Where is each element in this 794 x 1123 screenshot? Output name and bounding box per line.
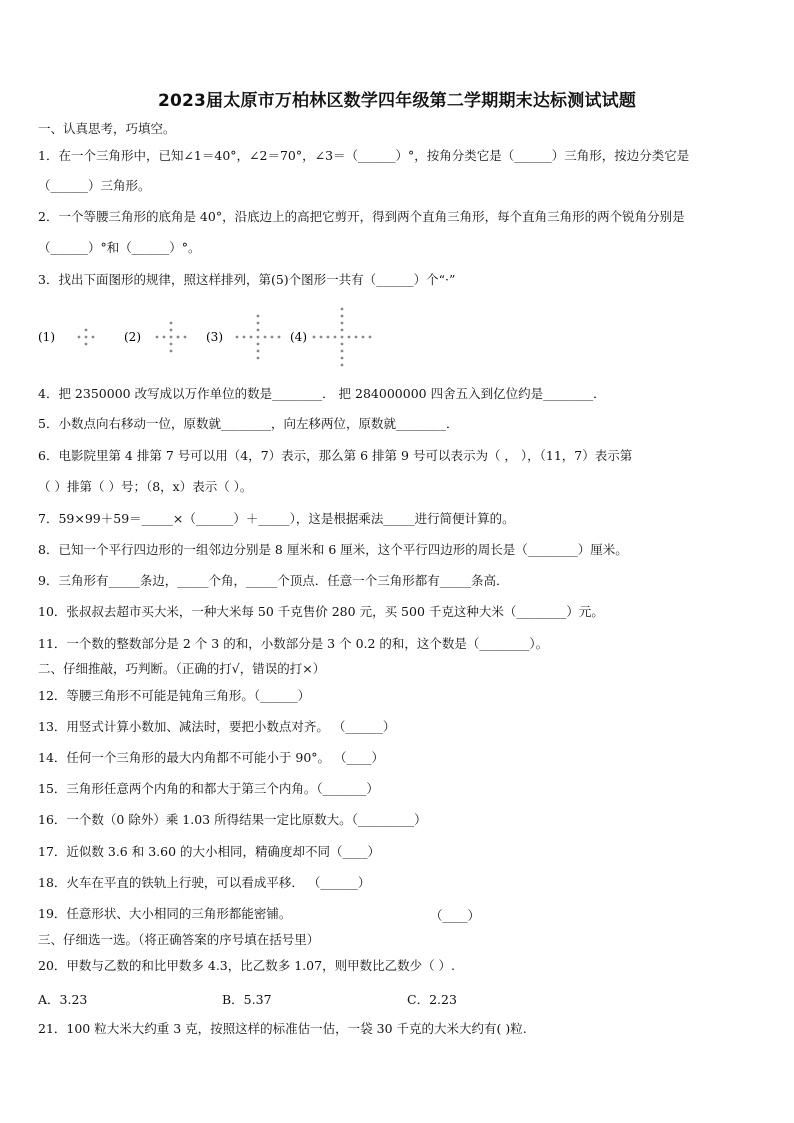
figure-1-dot <box>85 336 88 339</box>
figure-1-dot <box>85 343 88 346</box>
figure-3-dot <box>250 336 253 339</box>
question-16: 16．一个数（0 除外）乘 1.03 所得结果一定比原数大。（_________） <box>38 812 427 827</box>
figure-4-dot <box>334 336 337 339</box>
question-10: 10．张叔叔去超市买大米，一种大米每 50 千克售价 280 元，买 500 千克这种大米（________）元。 <box>38 604 604 619</box>
question-20-option-a: A．3.23 <box>38 992 88 1007</box>
figure-4-dot <box>320 336 323 339</box>
figure-3-dot <box>278 336 281 339</box>
question-20-option-b: B．5.37 <box>222 992 272 1007</box>
section-heading-2: 二、仔细推敲，巧判断。（正确的打√，错误的打×） <box>38 661 326 676</box>
figure-label-4: (4) <box>290 330 307 344</box>
page-title: 2023届太原市万柏林区数学四年级第二学期期末达标测试试题 <box>157 91 637 111</box>
figure-2-dot <box>156 336 159 339</box>
figure-3-dot <box>271 336 274 339</box>
question-12: 12．等腰三角形不可能是钝角三角形。（______） <box>38 688 311 703</box>
section-heading-1: 一、认真思考，巧填空。 <box>38 121 176 136</box>
figure-3-dot <box>257 357 260 360</box>
figure-4-dot <box>348 336 351 339</box>
question-20: 20．甲数与乙数的和比甲数多 4.3，比乙数多 1.07，则甲数比乙数少（ ）. <box>38 958 456 973</box>
question-1-line-1: 1．在一个三角形中，已知∠1＝40°，∠2＝70°，∠3＝（______）°，按角分类它是（______）三角形，按边分类它是 <box>38 148 690 163</box>
question-11: 11．一个数的整数部分是 2 个 3 的和，小数部分是 3 个 0.2 的和，这个数是（________）。 <box>38 636 549 651</box>
question-2-line-2: （______）°和（______）°。 <box>38 240 201 255</box>
figure-2-dot <box>170 343 173 346</box>
figure-4-dot <box>341 350 344 353</box>
figure-4-dot <box>341 336 344 339</box>
figure-2-dot <box>170 336 173 339</box>
question-15: 15．三角形任意两个内角的和都大于第三个内角。（_______） <box>38 781 379 796</box>
figure-4-dot <box>341 364 344 367</box>
question-19: 19．任意形状、大小相同的三角形都能密铺。 <box>38 906 292 921</box>
section-heading-3: 三、仔细选一选。（将正确答案的序号填在括号里） <box>38 932 320 947</box>
figure-4-dot <box>327 336 330 339</box>
figure-3-dot <box>257 343 260 346</box>
figure-4-dot <box>341 322 344 325</box>
question-19-blank: （____） <box>430 908 481 923</box>
dot-pattern-figure <box>38 300 378 374</box>
question-18: 18．火车在平直的铁轨上行驶，可以看成平移． （______） <box>38 875 371 890</box>
figure-1-dot <box>78 336 81 339</box>
figure-4-dot <box>313 336 316 339</box>
question-5: 5．小数点向右移动一位，原数就________，向左移两位，原数就________． <box>38 416 459 431</box>
figure-4-dot <box>362 336 365 339</box>
figure-4-dot <box>369 336 372 339</box>
question-17: 17．近似数 3.6 和 3.60 的大小相同，精确度却不同（____） <box>38 844 381 859</box>
figure-3-dot <box>257 315 260 318</box>
question-14: 14．任何一个三角形的最大内角都不可能小于 90°。 （____） <box>38 750 385 765</box>
question-1-line-2: （______）三角形。 <box>38 178 151 193</box>
figure-label-3: (3) <box>206 330 223 344</box>
question-21: 21．100 粒大米大约重 3 克，按照这样的标准估一估，一袋 30 千克的大米大约有( )粒. <box>38 1021 527 1036</box>
question-2-line-1: 2．一个等腰三角形的底角是 40°，沿底边上的高把它剪开，得到两个直角三角形，每个直角三角形的两个锐角分别是 <box>38 209 685 224</box>
figure-label-2: (2) <box>124 330 141 344</box>
question-3: 3．找出下面图形的规律，照这样排列，第(5)个图形一共有（______）个“·” <box>38 272 456 287</box>
question-6-line-2: （ ）排第（ ）号；（8，x）表示（ ）。 <box>38 479 253 494</box>
figure-1-dot <box>85 329 88 332</box>
question-13: 13．用竖式计算小数加、减法时，要把小数点对齐。 （______） <box>38 719 396 734</box>
figure-2-dot <box>163 336 166 339</box>
question-4: 4．把 2350000 改写成以万作单位的数是________． 把 284000000 四舍五入到亿位约是________． <box>38 386 606 401</box>
figure-3-dot <box>243 336 246 339</box>
question-9: 9．三角形有_____条边，_____个角，_____个顶点．任意一个三角形都有_____条高． <box>38 573 509 588</box>
figure-3-dot <box>257 350 260 353</box>
figure-2-dot <box>170 322 173 325</box>
figure-4-dot <box>341 357 344 360</box>
dot-pattern-svg <box>38 300 378 374</box>
figure-label-1: (1) <box>38 330 55 344</box>
figure-4-dot <box>341 308 344 311</box>
figure-2-dot <box>177 336 180 339</box>
figure-3-dot <box>257 322 260 325</box>
question-7: 7．59×99＋59＝_____×（______）＋_____），这是根据乘法_____进行简便计算的。 <box>38 511 515 526</box>
figure-3-dot <box>236 336 239 339</box>
figure-2-dot <box>184 336 187 339</box>
figure-1-dot <box>92 336 95 339</box>
figure-4-dot <box>355 336 358 339</box>
figure-4-dot <box>341 315 344 318</box>
figure-4-dot <box>341 343 344 346</box>
question-20-option-c: C．2.23 <box>407 992 457 1007</box>
figure-3-dot <box>257 336 260 339</box>
question-8: 8．已知一个平行四边形的一组邻边分别是 8 厘米和 6 厘米，这个平行四边形的周长是（________）厘米。 <box>38 542 628 557</box>
figure-2-dot <box>170 329 173 332</box>
figure-4-dot <box>341 329 344 332</box>
figure-2-dot <box>170 350 173 353</box>
figure-3-dot <box>257 329 260 332</box>
figure-3-dot <box>264 336 267 339</box>
question-6-line-1: 6．电影院里第 4 排第 7 号可以用（4，7）表示，那么第 6 排第 9 号可以表示为（ ， ），（11，7）表示第 <box>38 448 633 463</box>
